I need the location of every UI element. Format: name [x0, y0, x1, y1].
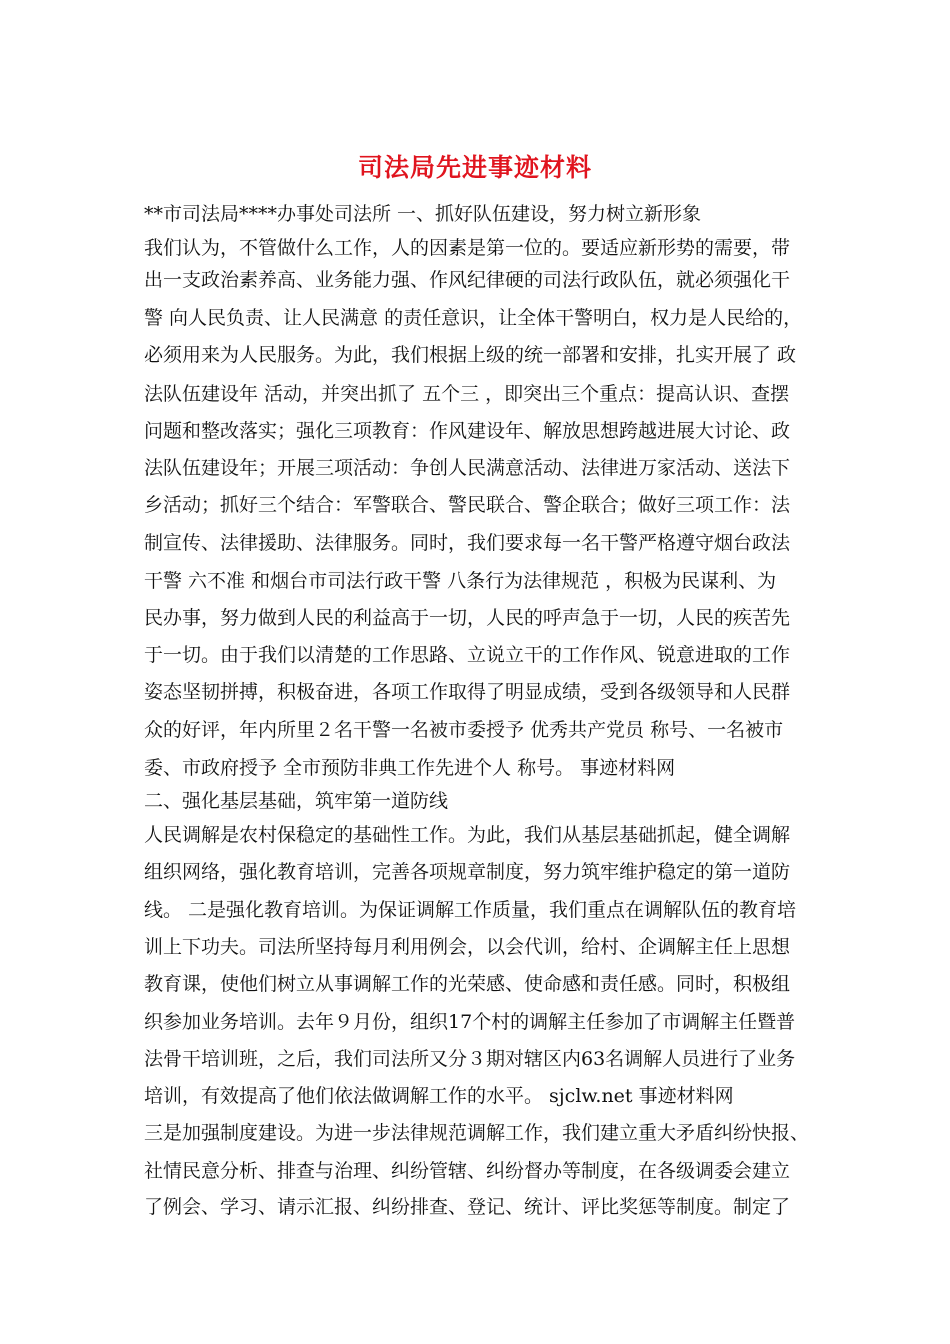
body-line: 教育课，使他们树立从事调解工作的光荣感、使命感和责任感。同时，积极组	[144, 973, 791, 995]
body-line: 法队伍建设年；开展三项活动：争创人民满意活动、法律进万家活动、送法下	[144, 457, 791, 479]
body-line: 人民调解是农村保稳定的基础性工作。为此，我们从基层基础抓起，健全调解	[144, 824, 791, 846]
body-line: 委、市政府授予 全市预防非典工作先进个人 称号。 事迹材料网	[144, 757, 676, 779]
body-line: 警 向人民负责、让人民满意 的责任意识，让全体干警明白，权力是人民给的，	[144, 307, 803, 329]
body-line: 我们认为，不管做什么工作，人的因素是第一位的。要适应新形势的需要，带	[144, 237, 791, 259]
body-line: 训上下功夫。司法所坚持每月利用例会，以会代训，给村、企调解主任上思想	[144, 936, 791, 958]
body-line: 社情民意分析、排查与治理、纠纷管辖、纠纷督办等制度，在各级调委会建立	[144, 1160, 791, 1182]
section-heading: 二、强化基层基础，筑牢第一道防线	[144, 790, 449, 812]
body-line: 姿态坚韧拼搏，积极奋进，各项工作取得了明显成绩，受到各级领导和人民群	[144, 681, 791, 703]
body-line: **市司法局****办事处司法所 一、抓好队伍建设，努力树立新形象	[144, 203, 702, 225]
body-line: 了例会、学习、请示汇报、纠纷排查、登记、统计、评比奖惩等制度。制定了	[144, 1196, 791, 1218]
body-line: 出一支政治素养高、业务能力强、作风纪律硬的司法行政队伍，就必须强化干	[144, 269, 791, 291]
body-line: 于一切。由于我们以清楚的工作思路、立说立干的工作作风、锐意进取的工作	[144, 644, 791, 666]
body-line: 织参加业务培训。去年９月份，组织17个村的调解主任参加了市调解主任暨普	[144, 1011, 796, 1033]
body-line: 法队伍建设年 活动，并突出抓了 五个三 ，即突出三个重点：提高认识、查摆	[144, 383, 790, 405]
body-line: 组织网络，强化教育培训，完善各项规章制度，努力筑牢维护稳定的第一道防	[144, 861, 791, 883]
body-line: 必须用来为人民服务。为此，我们根据上级的统一部署和安排，扎实开展了 政	[144, 344, 797, 366]
body-line: 线。 二是强化教育培训。为保证调解工作质量，我们重点在调解队伍的教育培	[144, 899, 797, 921]
body-line: 乡活动；抓好三个结合：军警联合、警民联合、警企联合；做好三项工作：法	[144, 494, 791, 516]
body-line: 问题和整改落实；强化三项教育：作风建设年、解放思想跨越进展大讨论、政	[144, 420, 791, 442]
body-line: 法骨干培训班，之后，我们司法所又分３期对辖区内63名调解人员进行了业务	[144, 1048, 796, 1070]
body-line: 培训，有效提高了他们依法做调解工作的水平。 sjclw.net 事迹材料网	[144, 1085, 734, 1107]
body-line: 干警 六不准 和烟台市司法行政干警 八条行为法律规范 ，积极为民谋利、为	[144, 570, 777, 592]
body-line: 民办事，努力做到人民的利益高于一切，人民的呼声急于一切，人民的疾苦先	[144, 607, 791, 629]
body-line: 制宣传、法律援助、法律服务。同时，我们要求每一名干警严格遵守烟台政法	[144, 532, 791, 554]
document-title: 司法局先进事迹材料	[357, 153, 592, 182]
body-line: 三是加强制度建设。为进一步法律规范调解工作，我们建立重大矛盾纠纷快报、	[144, 1122, 810, 1144]
body-line: 众的好评，年内所里２名干警一名被市委授予 优秀共产党员 称号、一名被市	[144, 719, 784, 741]
